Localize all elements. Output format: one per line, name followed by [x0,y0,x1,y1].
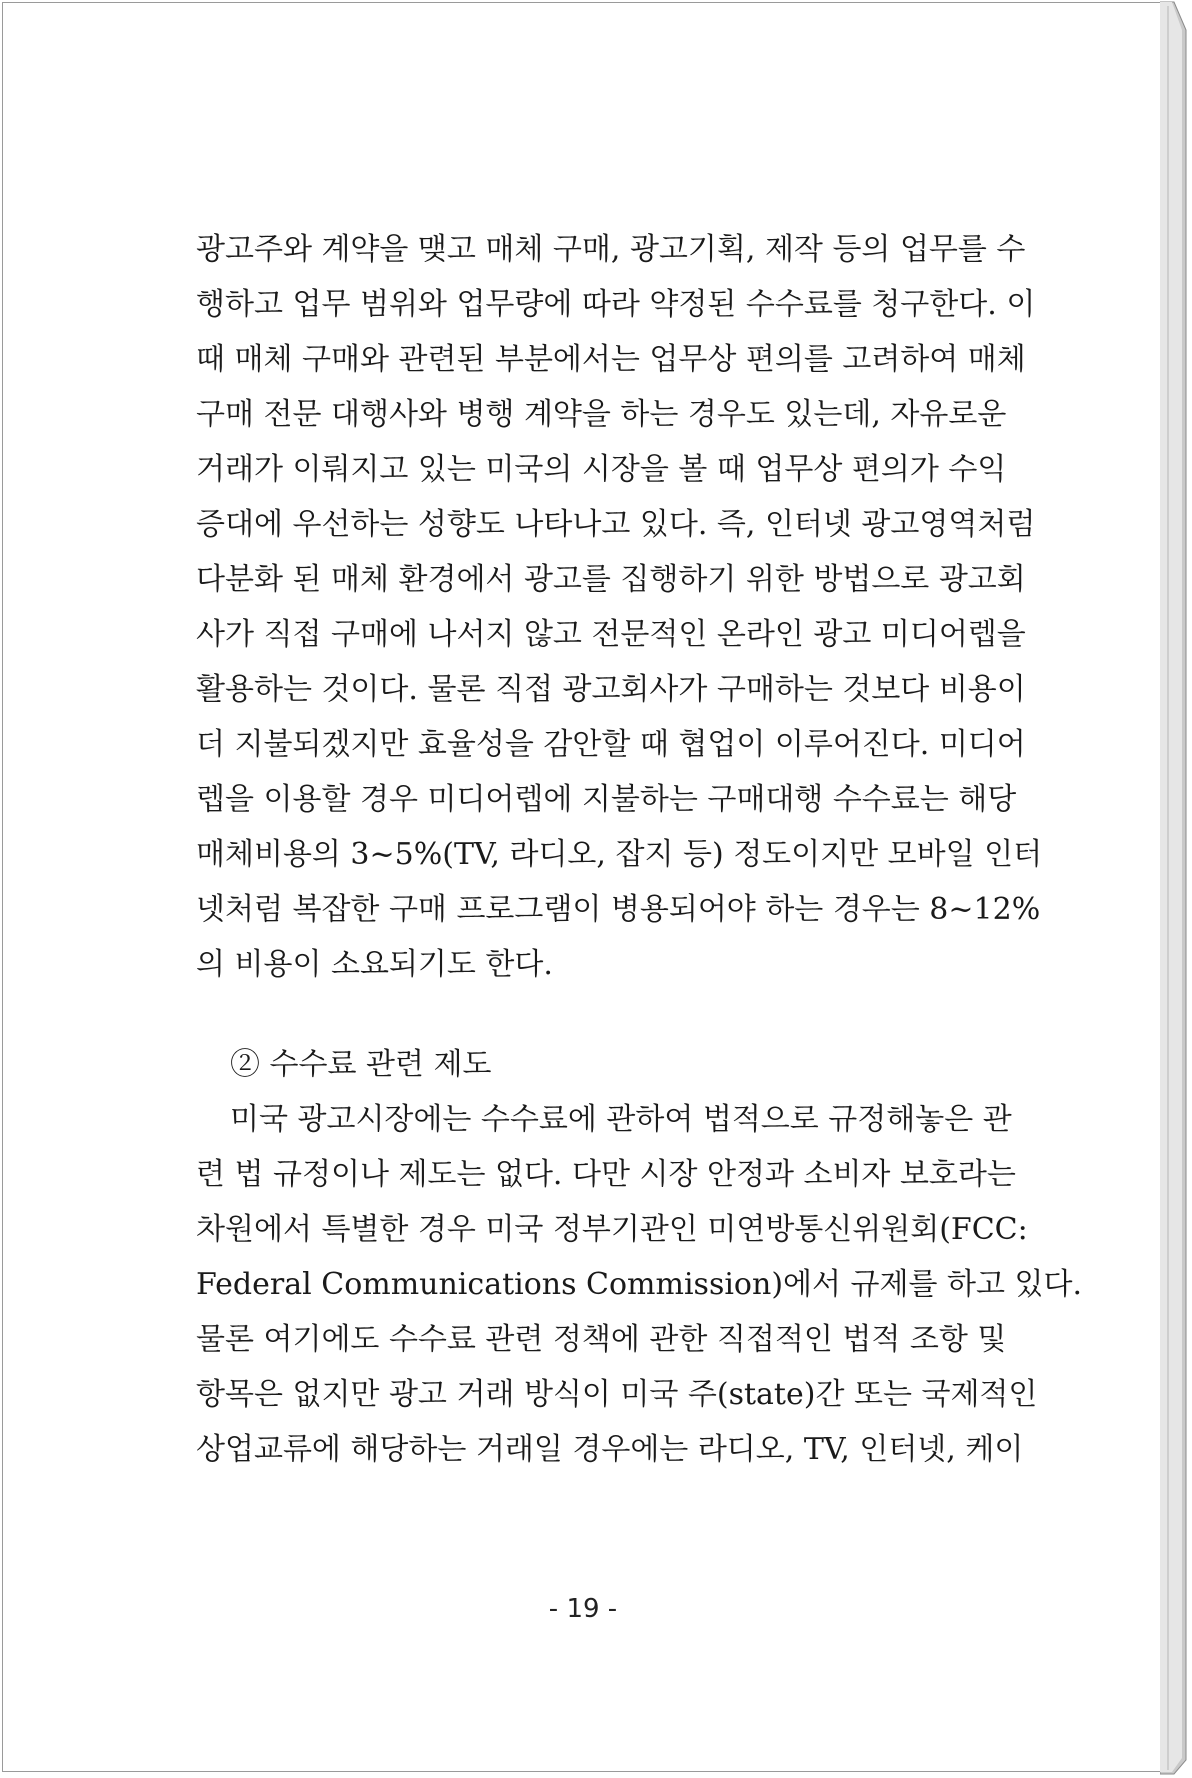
text-line: 구매 전문 대행사와 병행 계약을 하는 경우도 있는데, 자유로운 [196,397,1007,432]
text-line: 렙을 이용할 경우 미디어렙에 지불하는 구매대행 수수료는 해당 [196,782,1017,817]
text-line: 물론 여기에도 수수료 관련 정책에 관한 직접적인 법적 조항 및 [196,1322,1007,1357]
paragraph-1 [196,222,1043,992]
section-spacer [196,992,966,1037]
text-line: 광고주와 계약을 맺고 매체 구매, 광고기획, 제작 등의 업무를 수 [196,232,1026,267]
text-line: 차원에서 특별한 경우 미국 정부기관인 미연방통신위원회(FCC: [196,1212,1028,1247]
text-line: 항목은 없지만 광고 거래 방식이 미국 주(state)간 또는 국제적인 [196,1377,1038,1412]
text-line: 의 비용이 소요되기도 한다. [196,947,553,982]
text-line: 더 지불되겠지만 효율성을 감안할 때 협업이 이루어진다. 미디어 [196,727,1026,762]
text-line: 넷처럼 복잡한 구매 프로그램이 병용되어야 하는 경우는 8~12% [196,892,1041,927]
text-line: 매체비용의 3~5%(TV, 라디오, 잡지 등) 정도이지만 모바일 인터 [196,837,1043,872]
page-body [196,222,1082,1477]
text-line: 증대에 우선하는 성향도 나타나고 있다. 즉, 인터넷 광고영역처럼 [196,507,1036,542]
text-line: 행하고 업무 범위와 업무량에 따라 약정된 수수료를 청구한다. 이 [196,287,1036,322]
text-line: 미국 광고시장에는 수수료에 관하여 법적으로 규정해놓은 관 [230,1102,1012,1137]
text-line: 활용하는 것이다. 물론 직접 광고회사가 구매하는 것보다 비용이 [196,672,1026,707]
text-line: Federal Communications Commission)에서 규제를 하고 있다. [196,1267,1082,1302]
page-curl-edge [1160,0,1190,1778]
text-line: 사가 직접 구매에 나서지 않고 전문적인 온라인 광고 미디어렙을 [196,617,1026,652]
paragraph-2 [196,1092,1082,1477]
text-line: 련 법 규정이나 제도는 없다. 다만 시장 안정과 소비자 보호라는 [196,1157,1016,1192]
text-line: 때 매체 구매와 관련된 부분에서는 업무상 편의를 고려하여 매체 [196,342,1026,377]
text-line: 상업교류에 해당하는 거래일 경우에는 라디오, TV, 인터넷, 케이 [196,1432,1024,1467]
page-number: - 19 - [548,1594,618,1624]
section-heading: ② 수수료 관련 제도 [230,1047,492,1082]
text-line: 거래가 이뤄지고 있는 미국의 시장을 볼 때 업무상 편의가 수익 [196,452,1007,487]
text-line: 다분화 된 매체 환경에서 광고를 집행하기 위한 방법으로 광고회 [196,562,1026,597]
